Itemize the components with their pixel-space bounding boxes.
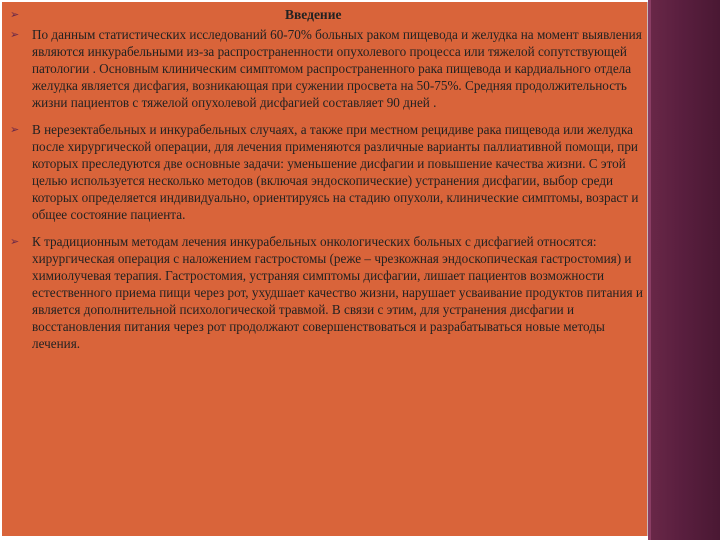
paragraph-2	[10, 121, 650, 223]
circled-arrow-bullet-icon: ➢	[10, 8, 20, 21]
content-panel	[2, 2, 649, 536]
circled-arrow-bullet-icon: ➢	[10, 235, 20, 248]
paragraph-3	[10, 233, 650, 352]
slide-content	[10, 6, 650, 362]
paragraph-3-text: К традиционным методам лечения инкурабельных онкологических больных с дисфагией относятся: хирургическая операция с наложением гастростомы (реже – чрезкожная эндоскопическая гастростомия) и химиолучевая терапия. Гастростомия, устраняя симптомы дисфагии, лишает пациентов возможности естественного приема пищи через рот, ухудшает качество жизни, нарушает усваивание продуктов питания и является дополнительной психологической травмой. В связи с этим, для устранения дисфагии и восстановления питания через рот продолжают совершенствоваться и разрабатываться новые методы лечения.	[32, 234, 643, 351]
paragraph-1	[10, 26, 650, 111]
decorative-sidebar	[648, 0, 720, 540]
circled-arrow-bullet-icon: ➢	[10, 28, 20, 41]
paragraph-2-text: В нерезектабельных и инкурабельных случаях, а также при местном рецидиве рака пищевода или желудка после хирургической операции, для лечения применяются различные варианты паллиативной помощи, при которых преследуются две основные задачи: уменьшение дисфагии и повышение качества жизни. С этой целью используется несколько методов (включая эндоскопические) устранения дисфагии, выбор среди которых определяется индивидуально, ориентируясь на стадию опухоли, клинические симптомы, возраст и общее состояние пациента.	[32, 122, 639, 222]
paragraph-1-text: По данным статистических исследований 60-70% больных раком пищевода и желудка на момент выявления являются инкурабельными из-за распространенности опухолевого процесса или тяжелой сопутствующей патологии . Основным клиническим симптомом распространенного рака пищевода и кардиального отдела желудка является дисфагия, возникающая при сужении просвета на 50-75%. Средняя продолжительность жизни пациентов с тяжелой опухолевой дисфагией составляет 90 дней .	[32, 27, 642, 110]
title-row	[10, 6, 650, 26]
slide-title: Введение	[285, 7, 342, 22]
circled-arrow-bullet-icon: ➢	[10, 123, 20, 136]
